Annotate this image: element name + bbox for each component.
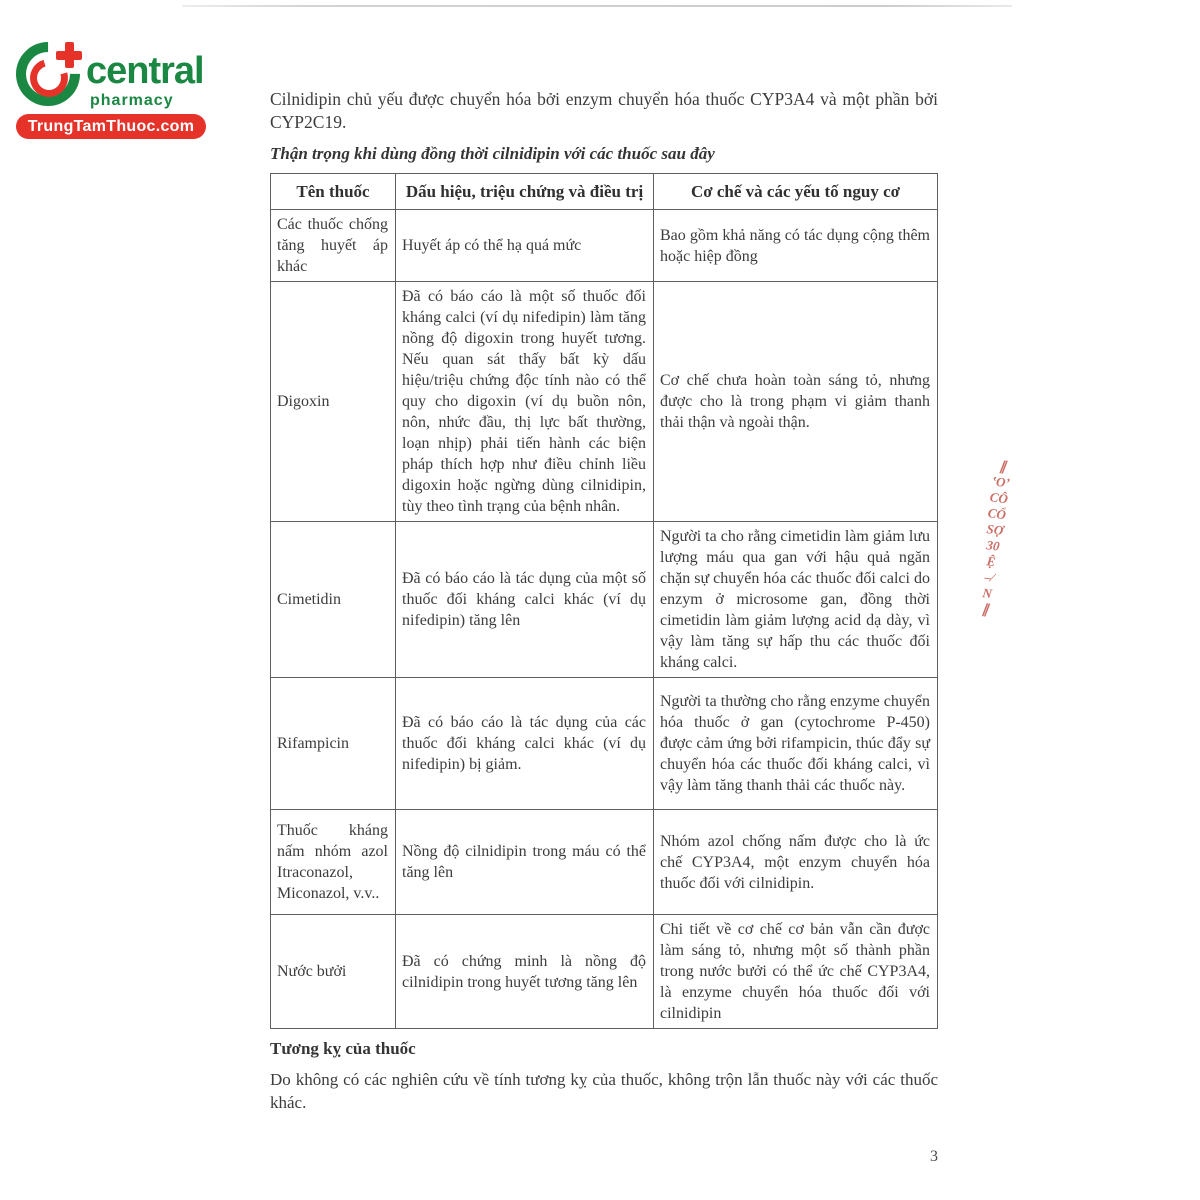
stamp-fragment: –⁄ <box>983 569 995 586</box>
interaction-table <box>270 173 938 1029</box>
caution-heading: Thận trọng khi dùng đồng thời cilnidipin với các thuốc sau đây <box>270 144 715 163</box>
mechanism-cell: Người ta thường cho rằng enzyme chuyển hóa thuốc ở gan (cytochrome P-450) được cảm ứng bởi rifampicin, thúc đẩy sự chuyển hóa các thuốc đối kháng calci, vì vậy làm tăng thanh thải các thuốc này. <box>654 678 938 810</box>
incompatibility-paragraph: Do không có các nghiên cứu về tính tương kỵ của thuốc, không trộn lẫn thuốc này với các thuốc khác. <box>270 1070 938 1112</box>
mechanism-cell: Người ta cho rằng cimetidin làm giảm lưu lượng máu qua gan với hậu quả ngăn chặn sự chuyển hóa các thuốc đối calci do enzym ở microsome gan, đồng thời cimetidin làm giảm lượng acid dạ dày, vì vậy làm tăng sự hấp thu các thuốc đối kháng calci. <box>654 522 938 678</box>
brand-tagline: pharmacy <box>90 92 174 109</box>
stamp-fragment: Ệ <box>985 553 997 570</box>
drug-name-cell: Các thuốc chống tăng huyết áp khác <box>271 210 396 282</box>
header-signs: Dấu hiệu, triệu chứng và điều trị <box>396 174 654 210</box>
stamp-fragments <box>966 456 1021 618</box>
signs-cell: Đã có báo cáo là tác dụng của một số thuốc đối kháng calci khác (ví dụ nifedipin) tăng lên <box>396 522 654 678</box>
stamp-fragment: SỢ <box>985 521 1005 539</box>
signs-cell: Nồng độ cilnidipin trong máu có thể tăng lên <box>396 810 654 915</box>
scan-edge-line <box>182 5 1012 7</box>
plus-icon <box>56 42 82 68</box>
page-number: 3 <box>930 1148 938 1165</box>
drug-name-cell: Thuốc kháng nấm nhóm azol Itraconazol, Miconazol, v.v.. <box>271 810 396 915</box>
table-row <box>271 282 938 522</box>
header-mechanism: Cơ chế và các yếu tố nguy cơ <box>654 174 938 210</box>
document-body <box>270 88 938 1114</box>
table-header-row <box>271 174 938 210</box>
signs-cell: Đã có chứng minh là nồng độ cilnidipin trong huyết tương tăng lên <box>396 915 654 1029</box>
table-row <box>271 810 938 915</box>
stamp-fragment: ∥ <box>981 601 990 617</box>
stamp-fragment: CÔ <box>988 489 1009 507</box>
central-pharmacy-logo <box>16 38 231 143</box>
mechanism-cell: Nhóm azol chống nấm được cho là ức chế CYP3A4, một enzym chuyển hóa thuốc đối với cilnidipin. <box>654 810 938 915</box>
drug-name-cell: Rifampicin <box>271 678 396 810</box>
mechanism-cell: Bao gồm khả năng có tác dụng cộng thêm hoặc hiệp đồng <box>654 210 938 282</box>
incompatibility-heading: Tương kỵ của thuốc <box>270 1039 416 1058</box>
header-drug-name: Tên thuốc <box>271 174 396 210</box>
signs-cell: Huyết áp có thể hạ quá mức <box>396 210 654 282</box>
mechanism-cell: Chi tiết về cơ chế cơ bản vẫn cần được làm sáng tỏ, nhưng một số thành phần trong nước bưởi có thể ức chế CYP3A4, là enzyme chuyển hóa thuốc đối với cilnidipin <box>654 915 938 1029</box>
table-row <box>271 678 938 810</box>
brand-name: central <box>86 50 204 92</box>
stamp-fragment: ∥ <box>998 458 1007 474</box>
signs-cell: Đã có báo cáo là một số thuốc đối kháng calci (ví dụ nifedipin) làm tăng nồng độ digoxin trong huyết tương. Nếu quan sát thấy bất kỳ dấu hiệu/triệu chứng độc tính nào có thể quy cho digoxin (ví dụ buồn nôn, nôn, nhức đầu, thị lực bất thường, loạn nhịp) phải tiến hành các biện pháp thích hợp như điều chỉnh liều digoxin hoặc ngừng dùng cilnidipin, tùy theo tình trạng của bệnh nhân. <box>396 282 654 522</box>
stamp-fragment: CỔ <box>987 505 1007 523</box>
interaction-table-body <box>271 210 938 1029</box>
drug-name-cell: Nước bưởi <box>271 915 396 1029</box>
stamp-fragment: ʽOʼ <box>990 473 1011 491</box>
table-row <box>271 522 938 678</box>
signs-cell: Đã có báo cáo là tác dụng của các thuốc đối kháng calci khác (ví dụ nifedipin) bị giảm. <box>396 678 654 810</box>
drug-name-cell: Cimetidin <box>271 522 396 678</box>
stamp-fragment: N <box>981 585 993 602</box>
logo-mark-icon <box>16 42 80 106</box>
intro-paragraph: Cilnidipin chủ yếu được chuyển hóa bởi enzym chuyển hóa thuốc CYP3A4 và một phần bởi CYP2C19. <box>270 89 938 132</box>
site-badge: TrungTamThuoc.com <box>16 114 206 139</box>
stamp-fragment: 30 <box>985 537 1001 554</box>
table-row <box>271 915 938 1029</box>
drug-name-cell: Digoxin <box>271 282 396 522</box>
table-row <box>271 210 938 282</box>
mechanism-cell: Cơ chế chưa hoàn toàn sáng tỏ, nhưng được cho là trong phạm vi giảm thanh thải thận và ngoài thận. <box>654 282 938 522</box>
